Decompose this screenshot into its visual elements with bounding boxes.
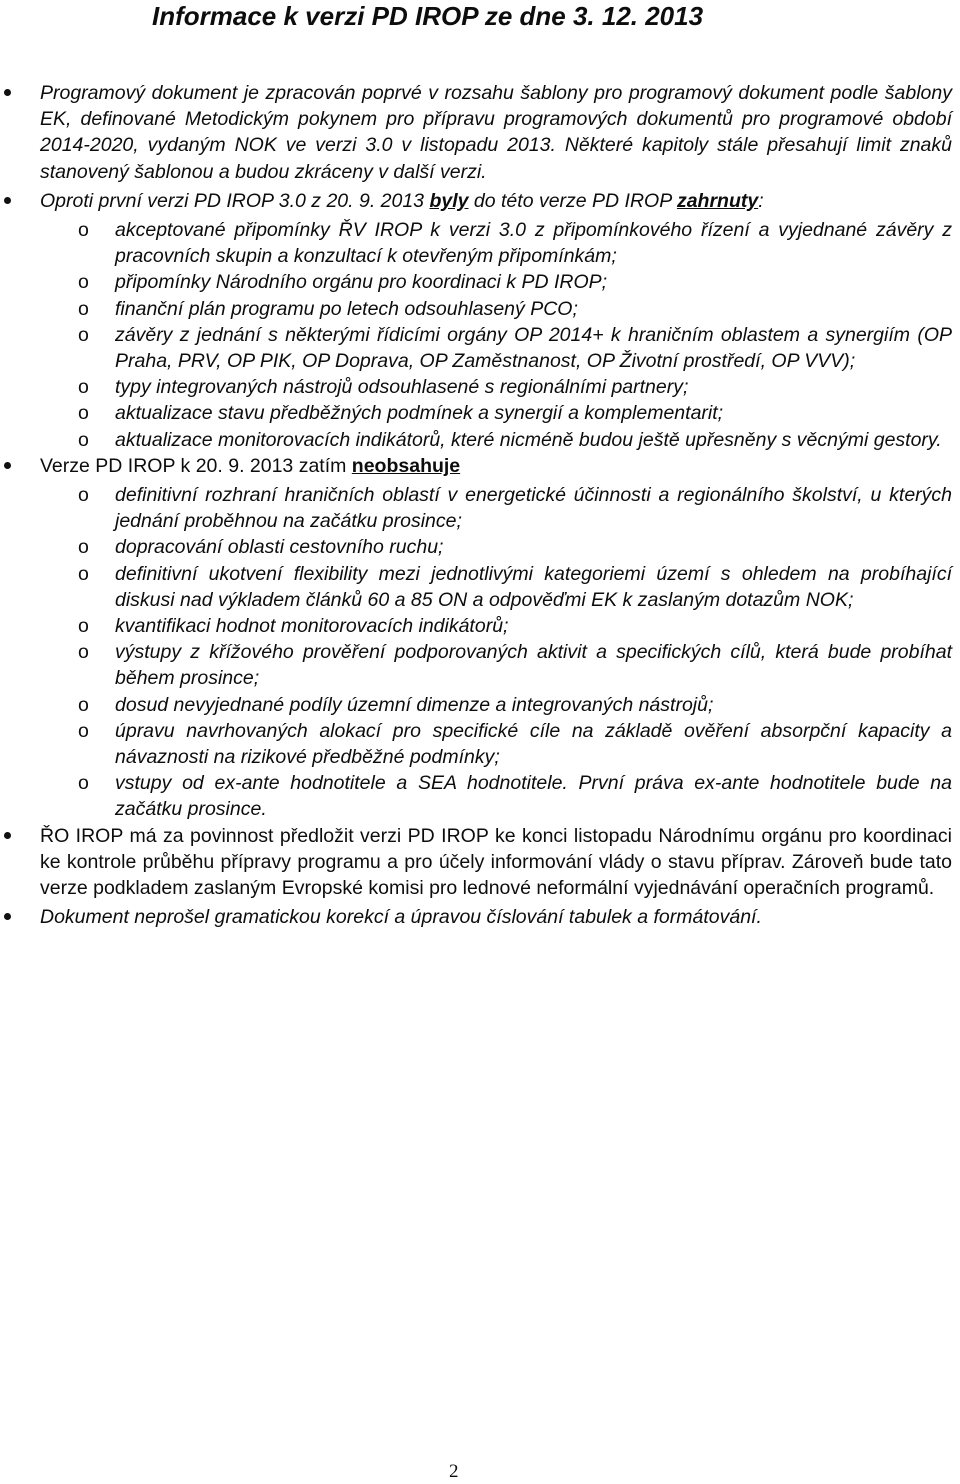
- list-item-text: definitivní ukotvení flexibility mezi jednotlivými kategoriemi území s ohledem na probíhající diskusi nad výkladem článků 60 a 85 ON a odpověďmi EK k zaslaným dotazům NOK;: [115, 562, 952, 611]
- bullet-text: ŘO IROP má za povinnost předložit verzi PD IROP ke konci listopadu Národnímu orgánu pro koordinaci ke kontrole průběhu přípravy programu a pro účely informování vlády o stavu příprav. Zároveň bude tato verze podkladem zaslaným Evropské komisi pro lednové neformální vyjednávání operačních programů.: [40, 824, 952, 900]
- sub-bullet-marker: o: [78, 484, 89, 507]
- list-item-text: finanční plán programu po letech odsouhlasený PCO;: [115, 297, 578, 320]
- bullet-dot-icon: [4, 89, 11, 96]
- list-item: [0, 269, 960, 295]
- sub-bullet-marker: o: [78, 323, 89, 346]
- sub-bullet-marker: o: [78, 428, 89, 451]
- sub-bullet-marker: o: [78, 562, 89, 585]
- list-item: [0, 296, 960, 322]
- list-item: [0, 770, 960, 822]
- bullet-template-info: [0, 80, 960, 185]
- sub-bullet-marker: o: [78, 297, 89, 320]
- document-title: Informace k verzi PD IROP ze dne 3. 12. 2013: [152, 1, 704, 31]
- page-number: 2: [449, 1461, 459, 1482]
- bullet-text-mid: do této verze PD IROP: [468, 189, 677, 212]
- document-body: [0, 80, 960, 934]
- list-item: [0, 427, 960, 453]
- bullet-dot-icon: [4, 832, 11, 839]
- sub-bullet-marker: o: [78, 402, 89, 425]
- list-item-text: aktualizace stavu předběžných podmínek a synergií a komplementarit;: [115, 402, 724, 425]
- list-item: [0, 374, 960, 400]
- sub-bullet-marker: o: [78, 219, 89, 242]
- emphasis-included: zahrnuty: [676, 189, 759, 212]
- sub-bullet-marker: o: [78, 376, 89, 399]
- list-item: [0, 400, 960, 426]
- bullet-text: Dokument neprošel gramatickou korekcí a úpravou číslování tabulek a formátování.: [40, 906, 762, 929]
- list-item-text: vstupy od ex-ante hodnotitele a SEA hodnotitele. První práva ex-ante hodnotitele bude na začátku prosince.: [115, 772, 952, 821]
- list-item-text: závěry z jednání s některými řídicími orgány OP 2014+ k hraničním oblastem a synergiím (OP Praha, PRV, OP PIK, OP Doprava, OP Zaměstnanost, OP Životní prostředí, OP VVV);: [115, 323, 952, 373]
- sub-bullet-marker: o: [78, 693, 89, 716]
- list-item: [0, 639, 960, 691]
- sub-bullet-marker: o: [78, 719, 89, 742]
- bullet-dot-icon: [4, 197, 11, 204]
- list-item: [0, 482, 960, 534]
- bullet-dot-icon: [4, 913, 11, 920]
- list-item: [0, 613, 960, 639]
- sub-bullet-marker: o: [78, 536, 89, 559]
- list-item-text: definitivní rozhraní hraničních oblastí v energetické účinnosti a regionálního školství, u kterých jednání proběhnou na začátku prosince;: [115, 484, 952, 533]
- list-item-text: dosud nevyjednané podíly územní dimenze a integrovaných nástrojů;: [115, 693, 714, 716]
- list-item: [0, 561, 960, 613]
- sub-bullet-marker: o: [78, 615, 89, 638]
- list-item-text: výstupy z křížového prověření podporovaných aktivit a specifických cílů, která bude probíhat během prosince;: [115, 641, 952, 690]
- emphasis-does-not-contain: neobsahuje: [351, 454, 461, 477]
- sub-bullet-marker: o: [78, 271, 89, 294]
- bullet-dot-icon: [4, 462, 11, 469]
- included-changes-list: [0, 217, 960, 453]
- list-item: [0, 217, 960, 269]
- sub-bullet-marker: o: [78, 772, 89, 795]
- list-item-text: kvantifikaci hodnot monitorovacích indikátorů;: [115, 615, 509, 638]
- list-item: [0, 534, 960, 560]
- bullet-text: Programový dokument je zpracován poprvé v rozsahu šablony pro programový dokument podle šablony EK, definované Metodickým pokynem pro přípravu programových dokumentů pro programové období 2014-2020, vydaným NOK ve verzi 3.0 v listopadu 2013. Některé kapitoly stále přesahují limit znaků stanovený šablonou a budou zkráceny v další verzi.: [40, 82, 952, 183]
- list-item-text: dopracování oblasti cestovního ruchu;: [115, 536, 444, 559]
- list-item-text: akceptované připomínky ŘV IROP k verzi 3.0 z připomínkového řízení a vyjednané závěry z pracovních skupin a konzultací k otevřeným připomínkám;: [115, 219, 952, 268]
- list-item: [0, 692, 960, 718]
- list-item-text: typy integrovaných nástrojů odsouhlasené s regionálními partnery;: [115, 376, 689, 399]
- bullet-included-changes: [0, 188, 960, 214]
- sub-bullet-marker: o: [78, 641, 89, 664]
- bullet-text-pre: Oproti první verzi PD IROP 3.0 z 20. 9. 2013: [40, 189, 430, 212]
- bullet-submission-obligation: [0, 823, 960, 902]
- bullet-disclaimer: [0, 904, 960, 930]
- emphasis-were: byly: [429, 189, 469, 212]
- bullet-not-included: [0, 453, 960, 479]
- list-item-text: úpravu navrhovaných alokací pro specifické cíle na základě ověření absorpční kapacity a návaznosti na rizikové předběžné podmínky;: [115, 719, 952, 769]
- not-included-list: [0, 482, 960, 823]
- bullet-text-post: :: [758, 189, 764, 212]
- list-item: [0, 322, 960, 374]
- bullet-text-pre: Verze PD IROP k 20. 9. 2013 zatím: [40, 454, 352, 477]
- list-item-text: aktualizace monitorovacích indikátorů, které nicméně budou ještě upřesněny s věcnými gestory.: [115, 428, 942, 451]
- list-item-text: připomínky Národního orgánu pro koordinaci k PD IROP;: [115, 271, 608, 294]
- list-item: [0, 718, 960, 770]
